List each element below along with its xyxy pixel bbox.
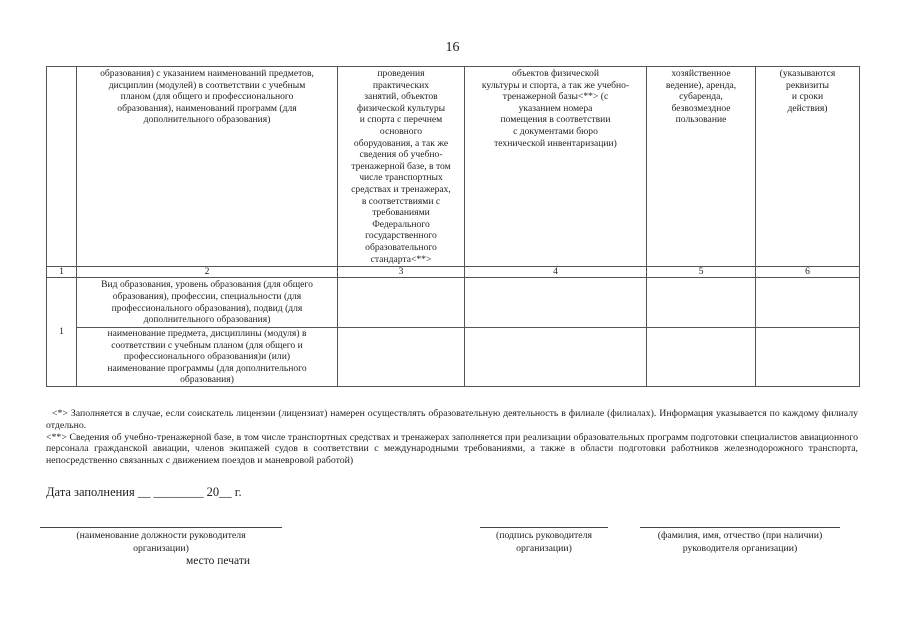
education-type-cell: Вид образования, уровень образования (для общего образования), профессии, специальности (для профессионального образования), подвид (для дополнительного образования): [77, 278, 338, 328]
header-cell-2: образования) с указанием наименований предметов, дисциплин (модулей) в соответствии с учебным планом (для общего и профессионального образования), наименований программ (для дополнительного образования): [77, 67, 338, 267]
position-signature-line: [40, 527, 282, 528]
name-signature-line: [640, 527, 840, 528]
column-number-row: [47, 267, 860, 278]
position-caption: (наименование должности руководителя организации): [76, 530, 246, 554]
table-header-row: [47, 67, 860, 267]
empty-cell: [465, 278, 647, 328]
signature-line: [480, 527, 608, 528]
empty-cell: [338, 278, 465, 328]
column-number: 5: [647, 267, 756, 278]
signature-caption: (подпись руководителя организации): [495, 530, 593, 554]
page-number: 16: [445, 40, 460, 55]
column-number: 3: [338, 267, 465, 278]
footnote-branch: <*> Заполняется в случае, если соискатель лицензии (лицензиат) намерен осуществлять образовательную деятельность в филиале (филиалах). Информация указывается по каждому филиалу отдельно.: [46, 408, 858, 431]
column-number: 1: [47, 267, 77, 278]
header-cell-4: объектов физической культуры и спорта, а так же учебно- тренажерной базы<**> (с указанием номера помещения в соответствии с документами бюро технической инвентаризации): [465, 67, 647, 267]
premises-table: [46, 66, 860, 387]
row-number-cell: 1: [47, 278, 77, 387]
fill-date-line: Дата заполнения __ ________ 20__ г.: [46, 485, 242, 499]
stamp-place-label: место печати: [186, 555, 251, 567]
header-cell-6: (указываются реквизиты и сроки действия): [756, 67, 860, 267]
empty-cell: [465, 328, 647, 387]
empty-cell: [338, 328, 465, 387]
column-number: 4: [465, 267, 647, 278]
header-cell-1: [47, 67, 77, 267]
name-caption: (фамилия, имя, отчество (при наличии) руководителя организации): [657, 530, 823, 554]
footnotes: [46, 408, 858, 467]
table-row: [47, 278, 860, 328]
column-number: 6: [756, 267, 860, 278]
empty-cell: [647, 328, 756, 387]
empty-cell: [756, 278, 860, 328]
header-cell-3: проведения практических занятий, объектов физической культуры и спорта с перечнем основного оборудования, а так же сведения об учебно- тренажерной базе, в том числе транспортных средствах и тренажерах, в соответствиями с требованиями Федерального государственного образовательного стандарта<**>: [338, 67, 465, 267]
empty-cell: [647, 278, 756, 328]
empty-cell: [756, 328, 860, 387]
column-number: 2: [77, 267, 338, 278]
footnote-training-base: <**> Сведения об учебно-тренажерной базе, в том числе транспортных средствах и тренажерах заполняется при реализации образовательных программ подготовки специалистов авиационного персонала гражданской авиации, членов экипажей судов в соответствии с международными требованиями, а также в области подготовки работников железнодорожного транспорта, непосредственно связанных с движением поездов и маневровой работой): [46, 431, 858, 467]
subject-name-cell: наименование предмета, дисциплины (модуля) в соответствии с учебным планом (для общего и профессионального образования)и (или) наименование программы (для дополнительного образования): [77, 328, 338, 387]
table-row: [47, 328, 860, 387]
header-cell-5: хозяйственное ведение), аренда, субаренда, безвозмездное пользование: [647, 67, 756, 267]
